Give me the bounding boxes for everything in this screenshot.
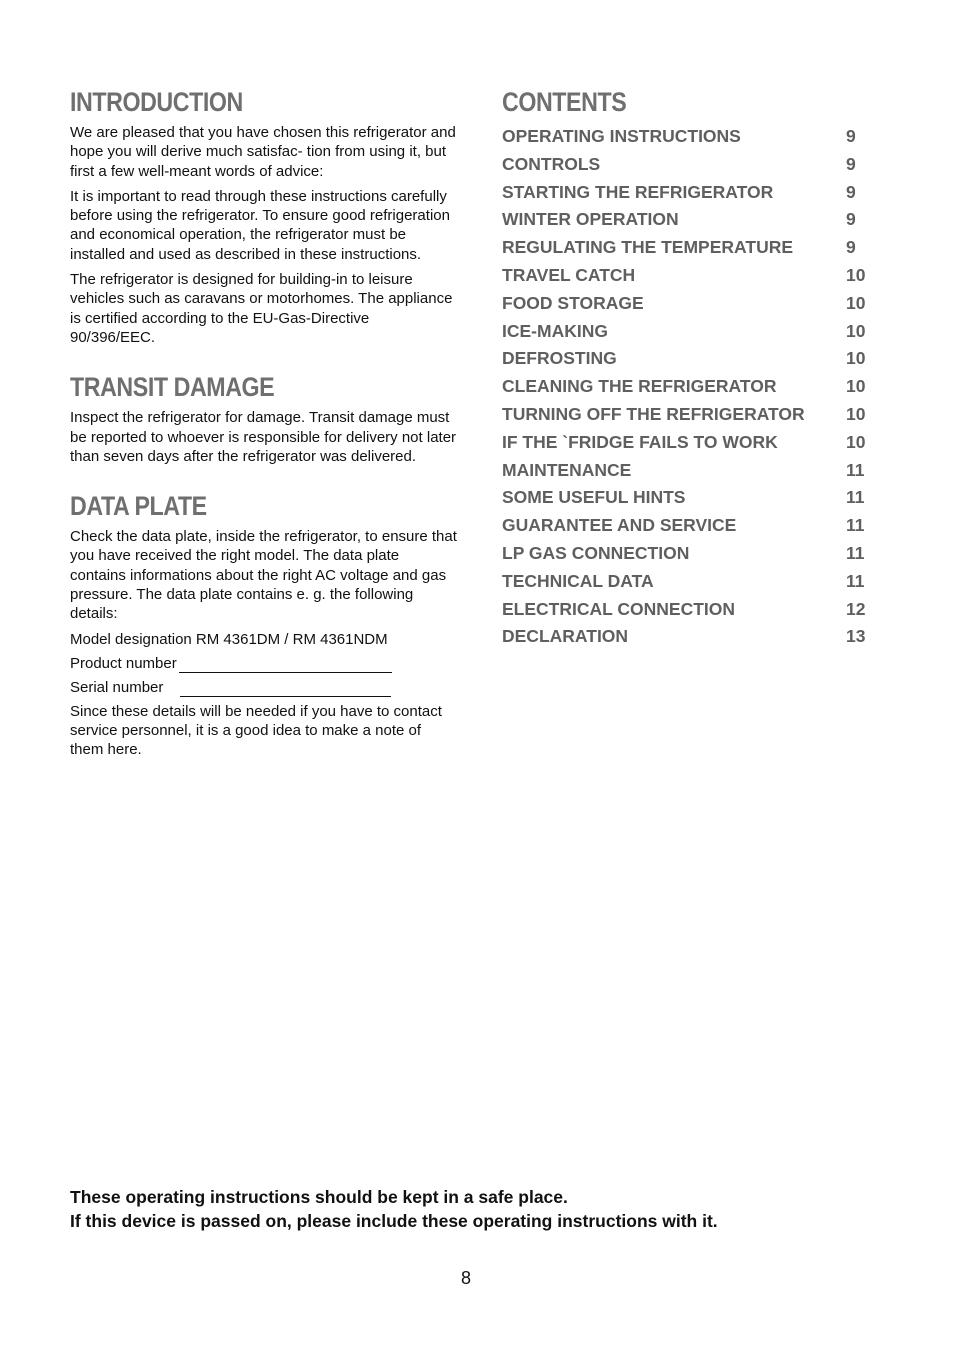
- toc-entry-label: WINTER OPERATION: [502, 209, 679, 230]
- page-number: 8: [460, 1268, 471, 1288]
- toc-entry-page: 10: [846, 292, 866, 313]
- toc-entry-label: DECLARATION: [502, 626, 629, 647]
- data-plate-heading: DATA PLATE: [70, 491, 207, 522]
- toc-entry-label: SOME USEFUL HINTS: [502, 487, 686, 508]
- toc-entry[interactable]: [502, 206, 882, 234]
- transit-damage-section: [70, 371, 458, 466]
- toc-entry-label: GUARANTEE AND SERVICE: [502, 515, 737, 536]
- toc-entry-label: TRAVEL CATCH: [502, 264, 636, 285]
- toc-entry[interactable]: [502, 457, 882, 485]
- toc-entry-page: 11: [846, 459, 865, 480]
- toc-entry-page: 10: [846, 403, 866, 424]
- toc-entry-page: 11: [846, 487, 865, 508]
- toc-entry[interactable]: [502, 123, 882, 151]
- table-of-contents: [502, 123, 882, 651]
- serial-number-field[interactable]: [180, 682, 391, 697]
- toc-entry-page: 10: [846, 264, 866, 285]
- data-plate-intro: Check the data plate, inside the refrigerator, to ensure that you have received the right model. The data plate contains informations about the right AC voltage and gas pressure. The data plate contains e. g. the following details:: [70, 528, 457, 623]
- toc-entry-page: 10: [846, 431, 866, 452]
- toc-entry-page: 10: [846, 320, 866, 341]
- toc-entry[interactable]: [502, 568, 882, 596]
- serial-number-row: [70, 678, 458, 697]
- toc-entry-page: 13: [846, 626, 866, 647]
- footer-line: These operating instructions should be kept in a safe place.: [70, 1187, 568, 1207]
- product-number-label: Product number: [70, 654, 177, 672]
- toc-entry[interactable]: [502, 596, 882, 624]
- data-plate-closing: Since these details will be needed if you have to contact service personnel, it is a good idea to make a note of them here.: [70, 702, 442, 759]
- toc-entry[interactable]: [502, 429, 882, 457]
- toc-entry-label: ELECTRICAL CONNECTION: [502, 598, 736, 619]
- toc-entry-label: CONTROLS: [502, 153, 601, 174]
- toc-entry[interactable]: [502, 540, 882, 568]
- toc-entry[interactable]: [502, 262, 882, 290]
- toc-entry[interactable]: [502, 345, 882, 373]
- toc-entry-page: 11: [846, 542, 865, 563]
- toc-entry-label: ICE-MAKING: [502, 320, 608, 341]
- toc-entry-label: FOOD STORAGE: [502, 292, 644, 313]
- toc-entry-label: TECHNICAL DATA: [502, 570, 654, 591]
- toc-entry-label: OPERATING INSTRUCTIONS: [502, 126, 741, 146]
- toc-entry-label: IF THE `FRIDGE FAILS TO WORK: [502, 431, 778, 452]
- toc-entry-page: 9: [846, 209, 856, 230]
- introduction-paragraph: It is important to read through these instructions carefully before using the refrigerator. To ensure good refrigeration and economical operation, the refrigerator must be installed and used as described in these instructions.: [70, 187, 450, 263]
- toc-entry-page: 9: [846, 181, 856, 202]
- toc-entry-page: 12: [846, 598, 866, 619]
- data-plate-section: [70, 490, 458, 759]
- toc-entry-label: DEFROSTING: [502, 348, 617, 369]
- toc-entry-page: 10: [846, 376, 866, 397]
- toc-entry-page: 9: [846, 153, 856, 174]
- toc-entry[interactable]: [502, 401, 882, 429]
- model-designation: Model designation RM 4361DM / RM 4361NDM: [70, 630, 388, 648]
- toc-entry[interactable]: [502, 373, 882, 401]
- product-number-row: [70, 654, 458, 673]
- footer-note: [70, 1186, 870, 1233]
- toc-entry-page: 11: [846, 570, 865, 591]
- toc-entry-label: REGULATING THE TEMPERATURE: [502, 237, 794, 258]
- toc-entry[interactable]: [502, 234, 882, 262]
- toc-entry-label: TURNING OFF THE REFRIGERATOR: [502, 403, 805, 424]
- toc-entry[interactable]: [502, 318, 882, 346]
- toc-entry-page: 10: [846, 348, 866, 369]
- toc-entry-label: LP GAS CONNECTION: [502, 542, 690, 563]
- transit-damage-paragraph: Inspect the refrigerator for damage. Transit damage must be reported to whoever is responsible for delivery not later than seven days after the refrigerator was delivered.: [70, 409, 457, 465]
- toc-entry-label: CLEANING THE REFRIGERATOR: [502, 376, 777, 397]
- toc-entry-page: 11: [846, 515, 865, 536]
- right-column: [502, 86, 882, 651]
- toc-entry-page: 9: [846, 126, 856, 146]
- toc-entry-page: 9: [846, 237, 856, 258]
- introduction-section: [70, 86, 458, 347]
- footer-line: If this device is passed on, please include these operating instructions with it.: [70, 1210, 718, 1231]
- toc-entry[interactable]: [502, 179, 882, 207]
- toc-entry[interactable]: [502, 290, 882, 318]
- toc-entry-label: MAINTENANCE: [502, 459, 632, 480]
- introduction-paragraph: We are pleased that you have chosen this refrigerator and hope you will derive much satisfac- tion from using it, but first a few well-meant words of advice:: [70, 124, 456, 180]
- introduction-heading: INTRODUCTION: [70, 87, 243, 117]
- transit-damage-heading: TRANSIT DAMAGE: [70, 372, 275, 403]
- product-number-field[interactable]: [179, 658, 392, 673]
- contents-heading: CONTENTS: [502, 87, 627, 117]
- toc-entry[interactable]: [502, 512, 882, 540]
- toc-entry[interactable]: [502, 484, 882, 512]
- introduction-paragraph: The refrigerator is designed for building-in to leisure vehicles such as caravans or motorhomes. The appliance is certified according to the EU-Gas-Directive 90/396/EEC.: [70, 271, 453, 346]
- toc-entry-label: STARTING THE REFRIGERATOR: [502, 181, 774, 202]
- serial-number-label: Serial number: [70, 678, 164, 696]
- left-column: [70, 86, 458, 784]
- toc-entry[interactable]: [502, 623, 882, 651]
- toc-entry[interactable]: [502, 151, 882, 179]
